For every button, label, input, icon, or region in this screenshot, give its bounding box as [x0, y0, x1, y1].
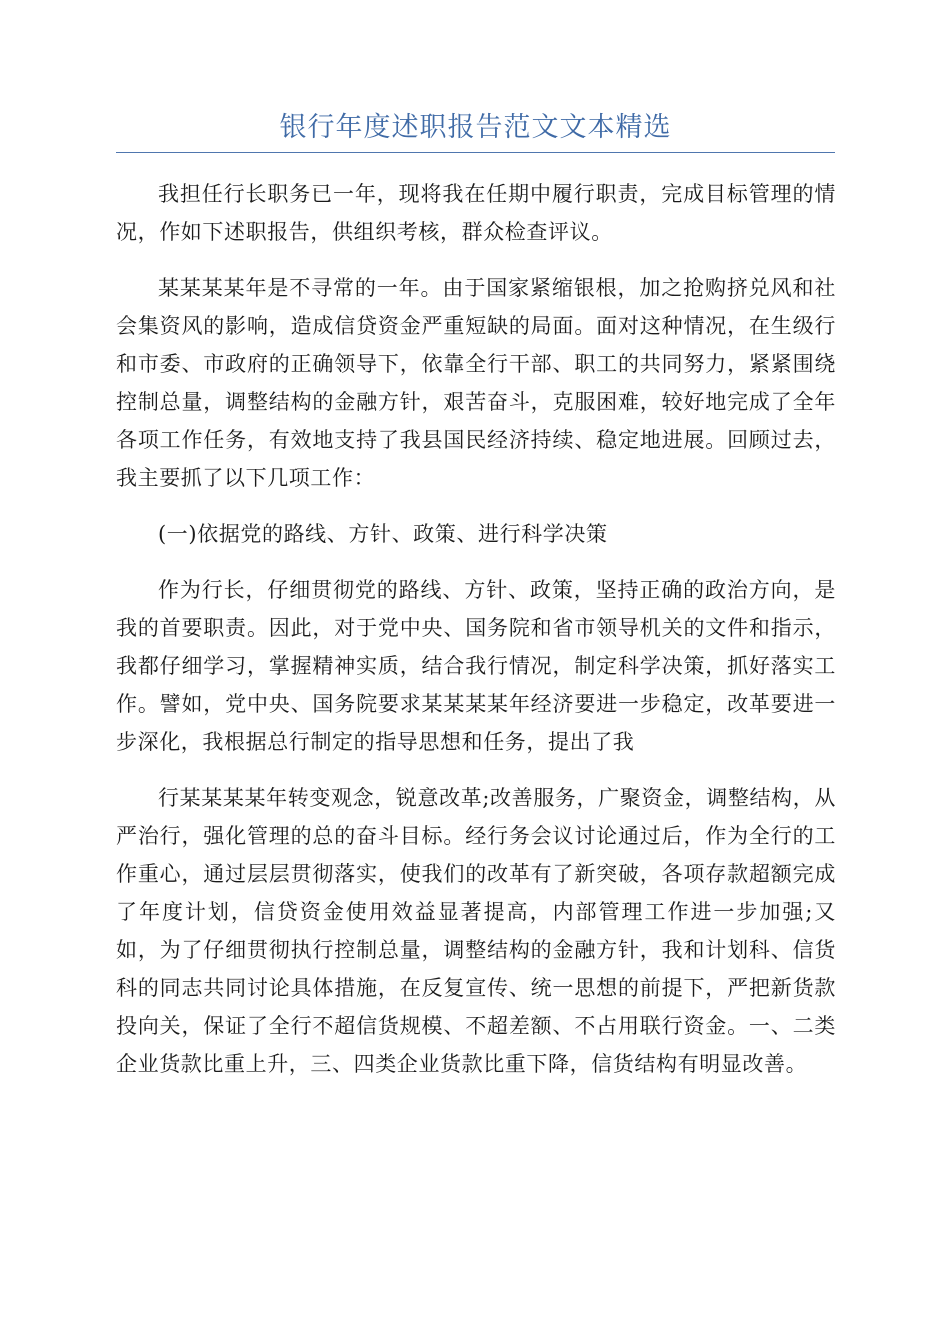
paragraph-overview: 某某某某年是不寻常的一年。由于国家紧缩银根，加之抢购挤兑风和社会集资风的影响，造成信贷资金严重短缺的局面。面对这种情况，在生级行和市委、市政府的正确领导下，依靠全行干部、职工的共同努力，紧紧围绕控制总量，调整结构的金融方针，艰苦奋斗，克服困难，较好地完成了全年各项工作任务，有效地支持了我县国民经济持续、稳定地进展。回顾过去，我主要抓了以下几项工作：	[116, 276, 836, 490]
title-block	[116, 108, 835, 153]
paragraph-intro: 我担任行长职务已一年，现将我在任期中履行职责，完成目标管理的情况，作如下述职报告，供组织考核，群众检查评议。	[116, 182, 836, 244]
page-title: 银行年度述职报告范文文本精选	[279, 112, 672, 143]
paragraph-policy: 作为行长，仔细贯彻党的路线、方针、政策，坚持正确的政治方向，是我的首要职责。因此，对于党中央、国务院和省市领导机关的文件和指示，我都仔细学习，掌握精神实质，结合我行情况，制定科学决策，抓好落实工作。譬如，党中央、国务院要求某某某某年经济要进一步稳定，改革要进一步深化，我根据总行制定的指导思想和任务，提出了我	[116, 578, 836, 754]
section-heading: (一)依据党的路线、方针、政策、进行科学决策	[158, 522, 608, 546]
document-body	[116, 175, 836, 1101]
paragraph-goals: 行某某某某年转变观念，锐意改革;改善服务，广聚资金，调整结构，从严治行，强化管理的总的奋斗目标。经行务会议讨论通过后，作为全行的工作重心，通过层层贯彻落实，使我们的改革有了新突破，各项存款超额完成了年度计划，信贷资金使用效益显著提高，内部管理工作进一步加强;又如，为了仔细贯彻执行控制总量，调整结构的金融方针，我和计划科、信货科的同志共同讨论具体措施，在反复宣传、统一思想的前提下，严把新货款投向关，保证了全行不超信货规模、不超差额、不占用联行资金。一、二类企业货款比重上升，三、四类企业货款比重下降，信货结构有明显改善。	[116, 786, 836, 1076]
